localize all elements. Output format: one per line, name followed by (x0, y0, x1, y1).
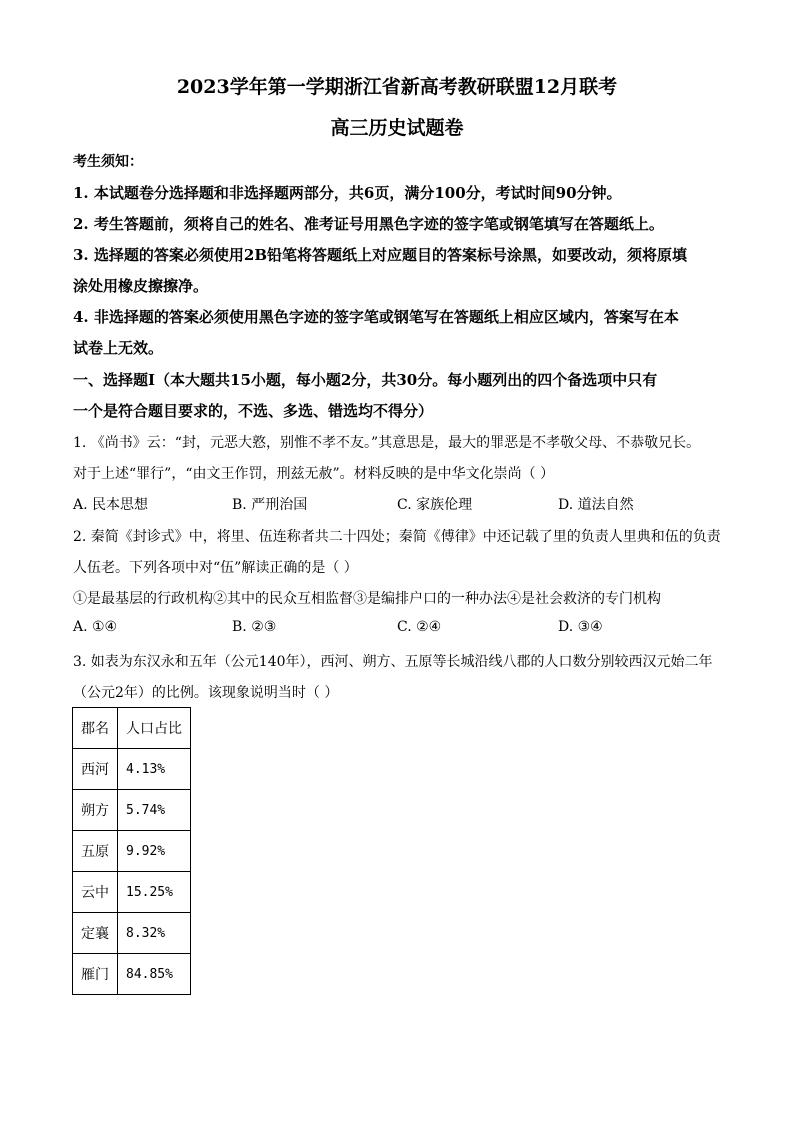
table-cell-commandery: 定襄 (73, 913, 118, 954)
table-cell-ratio: 15.25% (118, 872, 191, 913)
table-row (73, 872, 191, 913)
table-row (73, 831, 191, 872)
table-cell-ratio: 5.74% (118, 790, 191, 831)
table-cell-ratio: 8.32% (118, 913, 191, 954)
table-cell-commandery: 朔方 (73, 790, 118, 831)
table-header-cell: 人口占比 (118, 708, 191, 749)
notice-item-4: 4. 非选择题的答案必须使用黑色字迹的签字笔或钢笔写在答题纸上相应区域内，答案写在本 (73, 308, 679, 326)
table-cell-ratio: 4.13% (118, 749, 191, 790)
question-2-stem-cont: 人伍老。下列各项中对“伍”解读正确的是（ ） (73, 560, 358, 576)
table-cell-commandery: 西河 (73, 749, 118, 790)
question-1-option-d: D. 道法自然 (558, 497, 634, 513)
question-2-option-d: D. ③④ (558, 619, 603, 635)
table-cell-ratio: 9.92% (118, 831, 191, 872)
table-row (73, 954, 191, 995)
question-2-stem: 2. 秦简《封诊式》中，将里、伍连称者共二十四处；秦简《傅律》中还记载了里的负责人里典和伍的负责 (73, 529, 721, 545)
exam-title: 2023学年第一学期浙江省新高考教研联盟12月联考 (176, 76, 618, 98)
question-2-option-b: B. ②③ (232, 619, 277, 635)
question-1-option-b: B. 严刑治国 (232, 497, 308, 513)
question-3-stem: 3. 如表为东汉永和五年（公元140年），西河、朔方、五原等长城沿线八郡的人口数分别较西汉元始二年 (73, 654, 713, 670)
notice-heading: 考生须知： (73, 154, 143, 170)
notice-item-3: 3. 选择题的答案必须使用2B铅笔将答题纸上对应题目的答案标号涂黑，如要改动，须将原填 (73, 246, 688, 264)
question-2-statements: ①是最基层的行政机构②其中的民众互相监督③是编排户口的一种办法④是社会救济的专门机构 (73, 591, 661, 607)
section-heading-cont: 一个是符合题目要求的，不选、多选、错选均不得分） (73, 402, 434, 420)
exam-subtitle: 高三历史试题卷 (330, 117, 464, 139)
table-row (73, 749, 191, 790)
table-header-row (73, 708, 191, 749)
table-header-cell: 郡名 (73, 708, 118, 749)
table-row (73, 913, 191, 954)
question-1-option-c: C. 家族伦理 (397, 497, 473, 513)
question-1-stem: 1. 《尚书》云：“封，元恶大憝，别惟不孝不友。”其意思是，最大的罪恶是不孝敬父母、不恭敬兄长。 (73, 435, 701, 451)
question-2-option-c: C. ②④ (397, 619, 442, 635)
notice-item-1: 1. 本试题卷分选择题和非选择题两部分，共6页，满分100分，考试时间90分钟。 (73, 184, 622, 202)
table-cell-commandery: 云中 (73, 872, 118, 913)
question-3-stem-cont: （公元2年）的比例。该现象说明当时（ ） (73, 685, 339, 701)
question-1-stem-cont: 对于上述“罪行”，“由文王作罚，刑兹无赦”。材料反映的是中华文化崇尚（ ） (73, 466, 555, 482)
table-cell-commandery: 雁门 (73, 954, 118, 995)
population-table (72, 707, 191, 995)
notice-item-2: 2. 考生答题前，须将自己的姓名、准考证号用黑色字迹的签字笔或钢笔填写在答题纸上。 (73, 215, 664, 233)
notice-item-3-cont: 涂处用橡皮擦擦净。 (73, 277, 209, 295)
table-cell-commandery: 五原 (73, 831, 118, 872)
question-1-option-a: A. 民本思想 (73, 497, 149, 513)
notice-item-4-cont: 试卷上无效。 (73, 339, 164, 357)
question-2-option-a: A. ①④ (73, 619, 118, 635)
table-row (73, 790, 191, 831)
table-cell-ratio: 84.85% (118, 954, 191, 995)
section-heading: 一、选择题Ⅰ（本大题共15小题，每小题2分，共30分。每小题列出的四个备选项中只有 (73, 371, 658, 389)
